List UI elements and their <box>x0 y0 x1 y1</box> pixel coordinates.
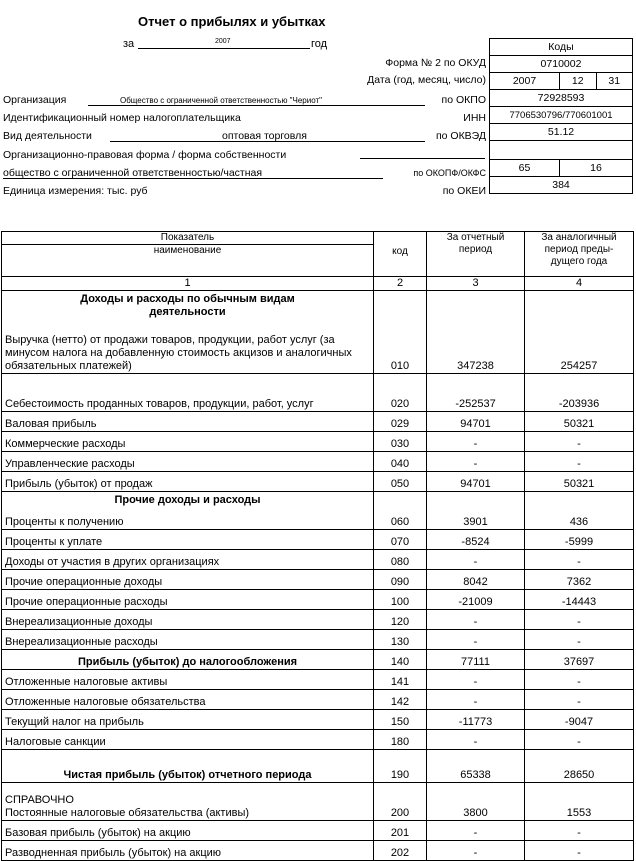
table-row <box>2 821 634 841</box>
table-row <box>2 412 634 432</box>
row-code: 080 <box>374 550 427 570</box>
row-name: Текущий налог на прибыль <box>2 710 374 730</box>
empty-cell <box>427 492 525 511</box>
god-label: год <box>311 38 328 50</box>
table-row <box>2 730 634 750</box>
previous-value: - <box>525 432 634 452</box>
current-value: 77111 <box>427 650 525 670</box>
current-value: 8042 <box>427 570 525 590</box>
previous-value: - <box>525 610 634 630</box>
row-name: Прибыль (убыток) от продаж <box>2 472 374 492</box>
za-label: за <box>123 38 135 50</box>
previous-value: 37697 <box>525 650 634 670</box>
previous-value: - <box>525 452 634 472</box>
table-row <box>2 472 634 492</box>
row-code: 150 <box>374 710 427 730</box>
codes-header: Коды <box>490 39 633 56</box>
current-value: - <box>427 630 525 650</box>
row-code: 200 <box>374 783 427 821</box>
row-code: 202 <box>374 841 427 861</box>
row-code: 060 <box>374 511 427 530</box>
row-code: 050 <box>374 472 427 492</box>
row-code: 190 <box>374 750 427 783</box>
table-row <box>2 630 634 650</box>
table-row <box>2 530 634 550</box>
row-name: Внереализационные доходы <box>2 610 374 630</box>
okei-code: 384 <box>490 177 633 194</box>
table-row <box>2 750 634 783</box>
previous-value: 7362 <box>525 570 634 590</box>
okpo-code: 72928593 <box>490 90 633 107</box>
inn-label-long: Идентификационный номер налогоплательщика <box>3 112 241 124</box>
table-row <box>2 570 634 590</box>
current-value: 94701 <box>427 472 525 492</box>
previous-value: -5999 <box>525 530 634 550</box>
row-name: Чистая прибыль (убыток) отчетного периода <box>2 750 374 783</box>
row-code: 090 <box>374 570 427 590</box>
row-name: Отложенные налоговые обязательства <box>2 690 374 710</box>
okpo-label: по ОКПО <box>441 94 486 106</box>
row-code: 100 <box>374 590 427 610</box>
previous-value: - <box>525 841 634 861</box>
table-row <box>2 511 634 530</box>
previous-value: - <box>525 690 634 710</box>
row-code: 030 <box>374 432 427 452</box>
table-row <box>2 432 634 452</box>
date-label: Дата (год, месяц, число) <box>367 74 486 86</box>
current-value: - <box>427 841 525 861</box>
row-name: Проценты к уплате <box>2 530 374 550</box>
col-num-4: 4 <box>525 277 634 291</box>
row-code: 010 <box>374 322 427 374</box>
opf-value: общество с ограниченной ответственностью/частная <box>3 167 263 179</box>
empty-cell <box>374 492 427 511</box>
vid-value: оптовая торговля <box>222 130 307 142</box>
row-name: Налоговые санкции <box>2 730 374 750</box>
table-row <box>2 670 634 690</box>
table-row <box>2 710 634 730</box>
previous-value: -9047 <box>525 710 634 730</box>
empty-cell <box>374 291 427 322</box>
row-name: Выручка (нетто) от продажи товаров, продукции, работ услуг (за минусом налога на добавленную стоимость акцизов и аналогичных обязательных платежей) <box>2 322 374 374</box>
col-num-1: 1 <box>2 277 374 291</box>
current-value: -21009 <box>427 590 525 610</box>
row-name: Управленческие расходы <box>2 452 374 472</box>
okopf-label: по ОКОПФ/ОКФС <box>413 168 486 178</box>
previous-period-header: За аналогичный период преды-дущего года <box>525 232 634 277</box>
table-row <box>2 690 634 710</box>
row-name: Доходы от участия в других организациях <box>2 550 374 570</box>
col-num-3: 3 <box>427 277 525 291</box>
kod-header: код <box>374 232 427 277</box>
previous-value: 254257 <box>525 322 634 374</box>
current-value: - <box>427 452 525 472</box>
row-code: 020 <box>374 374 427 412</box>
org-value: Общество с ограниченной ответственностью "Чериот" <box>120 96 322 105</box>
table-row <box>2 841 634 861</box>
current-value: -252537 <box>427 374 525 412</box>
row-code: 140 <box>374 650 427 670</box>
row-name: СПРАВОЧНО Постоянные налоговые обязательства (активы) <box>2 783 374 821</box>
table-row <box>2 452 634 472</box>
table-row <box>2 590 634 610</box>
row-code: 142 <box>374 690 427 710</box>
section-heading: Доходы и расходы по обычным видам деятельности <box>2 291 374 322</box>
table-row <box>2 492 634 511</box>
previous-value: -14443 <box>525 590 634 610</box>
previous-value: - <box>525 550 634 570</box>
okved-code: 51.12 <box>490 124 633 141</box>
current-period-header: За отчетный период <box>427 232 525 277</box>
previous-value: - <box>525 670 634 690</box>
naim-header: наименование <box>153 245 222 256</box>
row-name: Отложенные налоговые активы <box>2 670 374 690</box>
row-name: Внереализационные расходы <box>2 630 374 650</box>
okved-label: по ОКВЭД <box>435 130 486 142</box>
row-name: Разводненная прибыль (убыток) на акцию <box>2 841 374 861</box>
current-value: -8524 <box>427 530 525 550</box>
income-statement-table <box>1 231 634 861</box>
okopf-code: 65 <box>490 160 560 177</box>
table-row <box>2 291 634 322</box>
vid-label: Вид деятельности <box>3 130 92 142</box>
previous-value: 50321 <box>525 412 634 432</box>
current-value: 3901 <box>427 511 525 530</box>
row-code: 070 <box>374 530 427 550</box>
inn-label: ИНН <box>463 112 486 124</box>
year-value: 2007 <box>215 38 231 45</box>
table-row <box>2 550 634 570</box>
current-value: - <box>427 821 525 841</box>
previous-value: 28650 <box>525 750 634 783</box>
table-row <box>2 610 634 630</box>
table-row <box>2 650 634 670</box>
row-code: 201 <box>374 821 427 841</box>
row-code: 029 <box>374 412 427 432</box>
previous-value: -203936 <box>525 374 634 412</box>
current-value: - <box>427 432 525 452</box>
row-code: 040 <box>374 452 427 472</box>
empty-cell <box>525 492 634 511</box>
table-row <box>2 322 634 374</box>
col-num-2: 2 <box>374 277 427 291</box>
row-code: 120 <box>374 610 427 630</box>
row-name: Прочие операционные расходы <box>2 590 374 610</box>
okfs-code: 16 <box>560 160 633 177</box>
current-value: - <box>427 690 525 710</box>
codes-table <box>489 38 633 194</box>
previous-value: - <box>525 630 634 650</box>
empty-cell <box>427 291 525 322</box>
table-row <box>2 783 634 821</box>
previous-value: 50321 <box>525 472 634 492</box>
row-name: Прибыль (убыток) до налогообложения <box>2 650 374 670</box>
report-title: Отчет о прибылях и убытках <box>138 14 326 29</box>
row-name: Себестоимость проданных товаров, продукции, работ, услуг <box>2 374 374 412</box>
forma-label: Форма № 2 по ОКУД <box>385 57 486 69</box>
unit-label: Единица измерения: тыс. руб <box>3 185 148 197</box>
date-day: 31 <box>596 73 633 90</box>
current-value: - <box>427 550 525 570</box>
row-name: Валовая прибыль <box>2 412 374 432</box>
pokazatel-header: Показатель <box>2 232 373 245</box>
row-code: 141 <box>374 670 427 690</box>
section-heading: Прочие доходы и расходы <box>2 492 374 511</box>
date-month: 12 <box>560 73 596 90</box>
opf-label: Организационно-правовая форма / форма собственности <box>3 149 287 161</box>
okud-code: 0710002 <box>490 56 633 73</box>
row-code: 180 <box>374 730 427 750</box>
table-row <box>2 374 634 412</box>
empty-cell <box>525 291 634 322</box>
previous-value: 1553 <box>525 783 634 821</box>
inn-code: 7706530796/770601001 <box>490 107 633 124</box>
current-value: 94701 <box>427 412 525 432</box>
previous-value: - <box>525 730 634 750</box>
current-value: - <box>427 610 525 630</box>
row-name: Прочие операционные доходы <box>2 570 374 590</box>
date-year: 2007 <box>490 73 560 90</box>
current-value: - <box>427 670 525 690</box>
row-name: Проценты к получению <box>2 511 374 530</box>
previous-value: - <box>525 821 634 841</box>
current-value: 3800 <box>427 783 525 821</box>
current-value: 347238 <box>427 322 525 374</box>
row-code: 130 <box>374 630 427 650</box>
okei-label: по ОКЕИ <box>442 185 486 197</box>
current-value: - <box>427 730 525 750</box>
row-name: Коммерческие расходы <box>2 432 374 452</box>
row-name: Базовая прибыль (убыток) на акцию <box>2 821 374 841</box>
org-label: Организация <box>3 94 67 106</box>
current-value: 65338 <box>427 750 525 783</box>
previous-value: 436 <box>525 511 634 530</box>
current-value: -11773 <box>427 710 525 730</box>
